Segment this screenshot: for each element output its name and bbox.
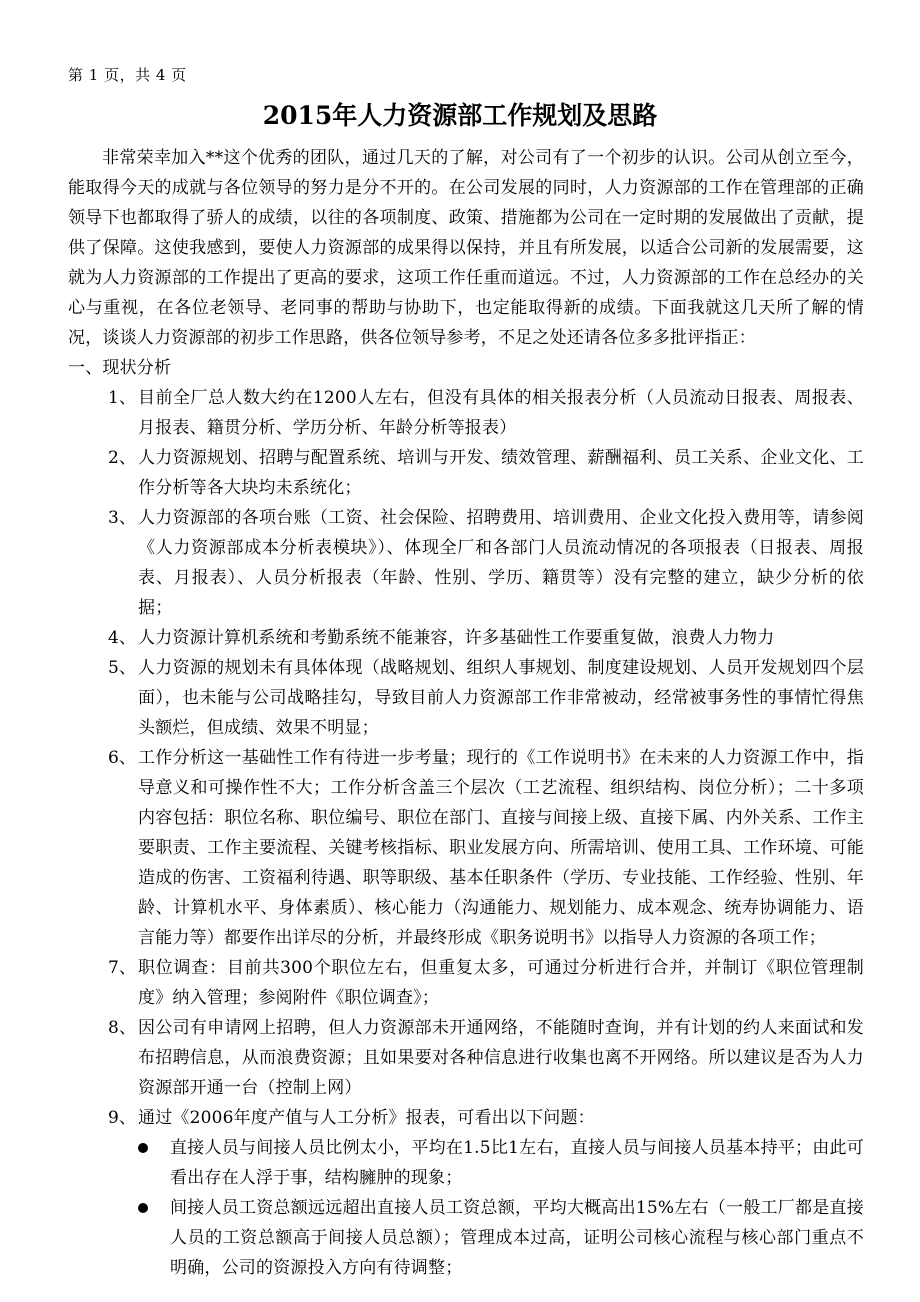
list-item bbox=[68, 443, 864, 503]
bullet-dot-icon bbox=[138, 1143, 148, 1153]
item-text: 人力资源的规划未有具体体现（战略规划、组织人事规划、制度建设规划、人员开发规划四个层面），也未能与公司战略挂勾，导致目前人力资源部工作非常被动，经常被事务性的事情忙得焦头额烂，但成绩、效果不明显； bbox=[138, 658, 864, 738]
item-text: 人力资源计算机系统和考勤系统不能兼容，许多基础性工作要重复做，浪费人力物力 bbox=[138, 628, 775, 648]
item-text: 因公司有申请网上招聘，但人力资源部未开通网络，不能随时查询，并有计划的约人来面试和发布招聘信息，从而浪费资源；且如果要对各种信息进行收集也离不开网络。所以建议是否为人力资源部开通一台（控制上网） bbox=[138, 1018, 864, 1098]
item-number: 4、 bbox=[108, 628, 137, 648]
item-text: 人力资源部的各项台账（工资、社会保险、招聘费用、培训费用、企业文化投入费用等，请参阅《人力资源部成本分析表模块》）、体现全厂和各部门人员流动情况的各项报表（日报表、周报表、月报表）、人员分析报表（年龄、性别、学历、籍贯等）没有完整的建立，缺少分析的依据； bbox=[138, 508, 864, 618]
bullet-text: 间接人员工资总额远远超出直接人员工资总额，平均大概高出15%左右（一般工厂都是直接人员的工资总额高于间接人员总额）；管理成本过高，证明公司核心流程与核心部门重点不明确，公司的资源投入方向有待调整； bbox=[170, 1198, 864, 1278]
item-number: 1、 bbox=[108, 388, 137, 408]
item-text: 人力资源规划、招聘与配置系统、培训与开发、绩效管理、薪酬福利、员工关系、企业文化、工作分析等各大块均未系统化； bbox=[138, 448, 864, 498]
bullet-item bbox=[138, 1193, 864, 1283]
item-number: 5、 bbox=[108, 658, 137, 678]
list-item bbox=[68, 653, 864, 743]
item-number: 7、 bbox=[108, 958, 137, 978]
numbered-list bbox=[68, 383, 864, 1283]
bullet-text: 直接人员与间接人员比例太小，平均在1.5比1左右，直接人员与间接人员基本持平；由此可看出存在人浮于事，结构臃肿的现象； bbox=[170, 1138, 864, 1188]
item-number: 6、 bbox=[108, 748, 137, 768]
bullet-list bbox=[138, 1133, 864, 1283]
item-number: 9、 bbox=[108, 1108, 137, 1128]
list-item bbox=[68, 1013, 864, 1103]
item-text: 工作分析这一基础性工作有待进一步考量；现行的《工作说明书》在未来的人力资源工作中，指导意义和可操作性不大；工作分析含盖三个层次（工艺流程、组织结构、岗位分析）；二十多项内容包括：职位名称、职位编号、职位在部门、直接与间接上级、直接下属、内外关系、工作主要职责、工作主要流程、关键考核指标、职业发展方向、所需培训、使用工具、工作环境、可能造成的伤害、工资福利待遇、职等职级、基本任职条件（学历、专业技能、工作经验、性别、年龄、计算机水平、身体素质）、核心能力（沟通能力、规划能力、成本观念、统寿协调能力、语言能力等）都要作出详尽的分析，并最终形成《职务说明书》以指导人力资源的各项工作； bbox=[138, 748, 864, 948]
document-body bbox=[68, 143, 864, 1283]
list-item bbox=[68, 623, 864, 653]
list-item bbox=[68, 503, 864, 623]
list-item bbox=[68, 383, 864, 443]
intro-paragraph: 非常荣幸加入**这个优秀的团队，通过几天的了解，对公司有了一个初步的认识。公司从创立至今，能取得今天的成就与各位领导的努力是分不开的。在公司发展的同时，人力资源部的工作在管理部的正确领导下也都取得了骄人的成绩，以往的各项制度、政策、措施都为公司在一定时期的发展做出了贡献，提供了保障。这使我感到，要使人力资源部的成果得以保持，并且有所发展，以适合公司新的发展需要，这就为人力资源部的工作提出了更高的要求，这项工作任重而道远。不过，人力资源部的工作在总经办的关心与重视，在各位老领导、老同事的帮助与协助下，也定能取得新的成绩。下面我就这几天所了解的情况，谈谈人力资源部的初步工作思路，供各位领导参考，不足之处还请各位多多批评指正： bbox=[68, 148, 864, 348]
list-item bbox=[68, 953, 864, 1013]
item-text: 目前全厂总人数大约在1200人左右，但没有具体的相关报表分析（人员流动日报表、周报表、月报表、籍贯分析、学历分析、年龄分析等报表） bbox=[138, 388, 864, 438]
bullet-dot-icon bbox=[138, 1203, 148, 1213]
page-header: 第 1 页，共 4 页 bbox=[68, 66, 187, 84]
item-number: 3、 bbox=[108, 508, 137, 528]
page-title: 2015年人力资源部工作规划及思路 bbox=[262, 101, 658, 130]
item-text: 职位调查：目前共300个职位左右，但重复太多，可通过分析进行合并，并制订《职位管理制度》纳入管理；参阅附件《职位调查》； bbox=[138, 958, 864, 1008]
list-item bbox=[68, 743, 864, 953]
item-number: 8、 bbox=[108, 1018, 137, 1038]
item-number: 2、 bbox=[108, 448, 137, 468]
list-item bbox=[68, 1103, 864, 1283]
item-text: 通过《2006年度产值与人工分析》报表，可看出以下问题： bbox=[138, 1108, 595, 1128]
bullet-item bbox=[138, 1133, 864, 1193]
section-heading: 一、现状分析 bbox=[68, 358, 172, 378]
